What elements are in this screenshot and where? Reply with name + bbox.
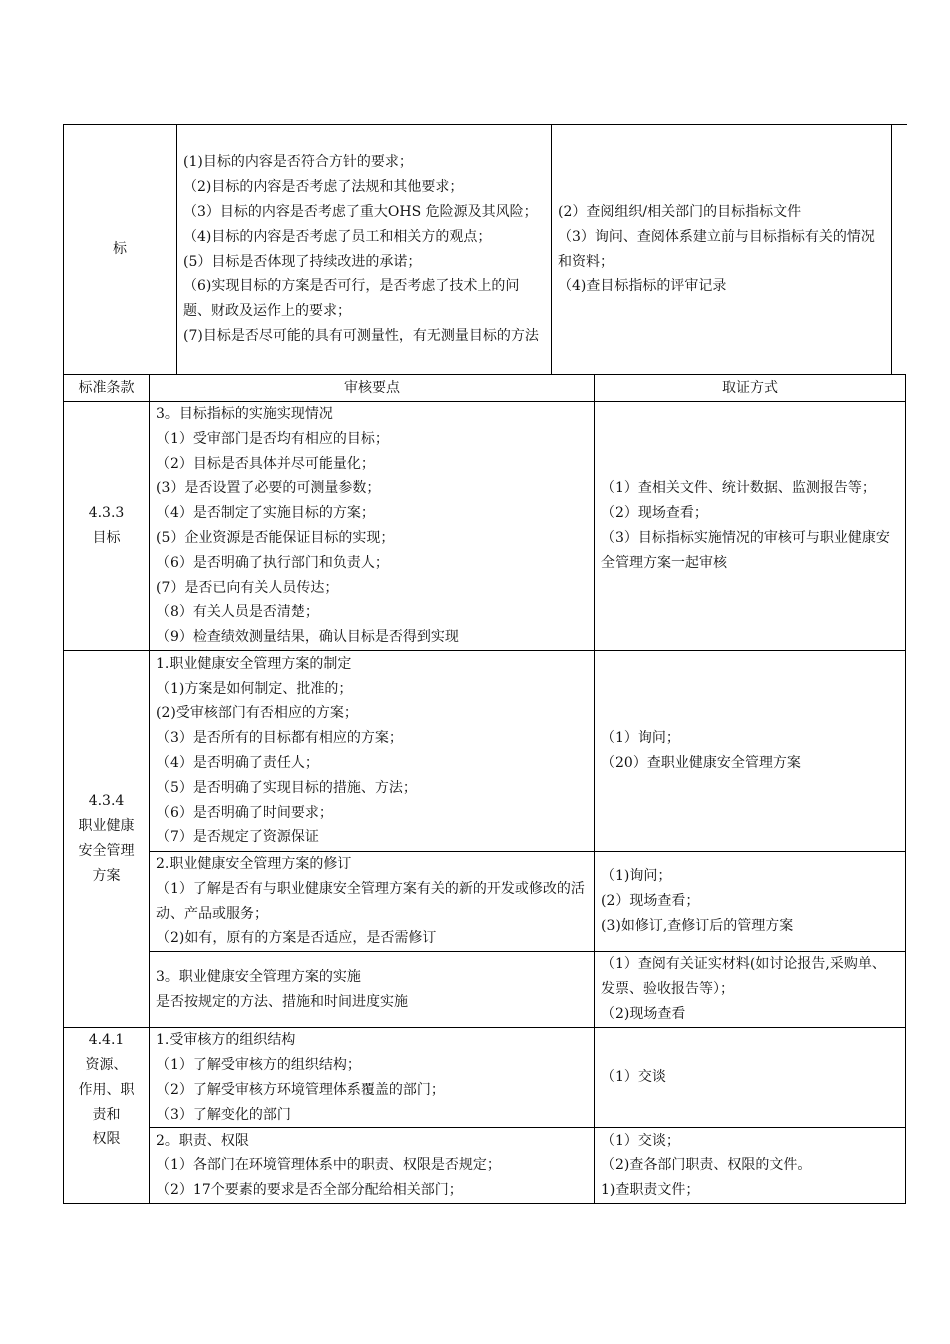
point-line: （8）有关人员是否清楚； [156,604,319,621]
point-line: （1）了解是否有与职业健康安全管理方案有关的新的开发或修改的活动、产品或服务； [156,880,585,922]
audit-points-cell [150,851,595,951]
evidence-line: （1）查阅有关证实材料(如讨论报告,采购单、发票、验收报告等）； [601,956,886,998]
point-line: （6）是否明确了时间要求； [156,804,333,821]
clause-title: 权限 [92,1131,121,1148]
table-row [64,1028,906,1128]
audit-points-cell [150,650,595,851]
evidence-line: （4)查目标指标的评审记录 [558,278,727,295]
point-line: （2）17个要素的要求是否全部分配给相关部门； [156,1182,463,1199]
point-line: （2）目标是否具体并尽可能量化； [156,455,375,472]
top-continuation-table [63,124,892,375]
evidence-cell [595,1028,906,1128]
point-line: （3）了解变化的部门 [156,1106,291,1123]
point-line: （3）是否所有的目标都有相应的方案； [156,730,403,747]
audit-points-cell [150,1128,595,1204]
audit-table [63,374,906,1204]
audit-points-cell [150,402,595,651]
evidence-cell [595,952,906,1028]
clause-title: 责和 [92,1106,121,1123]
evidence-line: （1）查相关文件、统计数据、监测报告等； [601,480,876,497]
point-line: (5）企业资源是否能保证目标的实现； [156,529,395,546]
point-line: 1.职业健康安全管理方案的制定 [156,655,352,672]
point-line: (7)目标是否尽可能的具有可测量性，有无测量目标的方法 [183,327,539,344]
point-line: （9）检查绩效测量结果，确认目标是否得到实现 [156,629,459,646]
clause-title: 资源、 [85,1056,128,1073]
header-evidence: 取证方式 [595,375,906,402]
clause-title: 作用、职 [78,1081,135,1098]
clause-title: 目标 [92,529,121,546]
point-line: （2）了解受审核方环境管理体系覆盖的部门； [156,1081,445,1098]
point-line: (3）是否设置了必要的可测量参数； [156,480,381,497]
point-line: （7）是否规定了资源保证 [156,829,319,846]
evidence-line: （3）询问、查阅体系建立前与目标指标有关的情况和资料； [558,228,875,270]
clause-title: 职业健康 [78,818,135,835]
point-line: （1)方案是如何制定、批准的； [156,680,353,697]
evidence-cell [595,1128,906,1204]
table-row [64,402,906,651]
evidence-line: （2)查各部门职责、权限的文件。 [601,1157,812,1174]
point-line: （2)目标的内容是否考虑了法规和其他要求； [183,179,464,196]
point-line: 2.职业健康安全管理方案的修订 [156,855,352,872]
evidence-cell [595,851,906,951]
point-line: （4）是否制定了实施目标的方案； [156,505,375,522]
header-clause: 标准条款 [64,375,150,402]
point-line: （6)实现目标的方案是否可行，是否考虑了技术上的问题、财政及运作上的要求； [183,278,520,320]
point-line: （1）了解受审核方的组织结构； [156,1056,361,1073]
point-line: （4）是否明确了责任人； [156,754,319,771]
table-row [64,650,906,851]
header-points: 审核要点 [150,375,595,402]
evidence-line: （20）查职业健康安全管理方案 [601,754,801,771]
point-line: 3。职业健康安全管理方案的实施 [156,968,361,985]
clause-title: 安全管理 [78,843,135,860]
audit-points-cell [150,952,595,1028]
point-line: (1)目标的内容是否符合方针的要求； [183,154,413,171]
evidence-line: 1)查职责文件； [601,1182,700,1199]
evidence-cell [595,650,906,851]
evidence-line: （2）现场查看； [601,505,708,522]
point-line: （4)目标的内容是否考虑了员工和相关方的观点； [183,228,492,245]
table-row [64,125,892,375]
clause-title: 方案 [92,867,121,884]
point-line: (2)受审核部门有否相应的方案； [156,705,358,722]
evidence-cell [552,125,892,375]
evidence-line: （1)询问； [601,868,672,885]
evidence-line: （2)现场查看 [601,1006,686,1023]
point-line: 3。目标指标的实施实现情况 [156,406,333,422]
point-line: 1.受审核方的组织结构 [156,1032,296,1049]
point-line: 2。职责、权限 [156,1132,249,1149]
point-line: （1）各部门在环境管理体系中的职责、权限是否规定； [156,1157,501,1174]
table-row [64,952,906,1028]
table-header-row [64,375,906,402]
point-line: （3）目标的内容是否考虑了重大OHS 危险源及其风险； [183,203,538,220]
point-line: （5）是否明确了实现目标的措施、方法； [156,779,417,796]
point-line: （1）受审部门是否均有相应的目标； [156,430,389,447]
clause-cell [64,1028,150,1204]
clause-cell [64,402,150,651]
evidence-line: (2）现场查看； [601,893,700,910]
evidence-cell [595,402,906,651]
table-edge-line [891,124,907,125]
clause-number: 4.3.4 [88,793,125,810]
evidence-line: （1）交谈 [601,1069,666,1086]
evidence-line: （1）询问； [601,730,680,747]
point-line: 是否按规定的方法、措施和时间进度实施 [156,993,408,1010]
point-line: (5）目标是否体现了持续改进的承诺； [183,253,422,270]
point-line: （6）是否明确了执行部门和负责人； [156,554,389,571]
evidence-line: （1）交谈； [601,1132,680,1149]
audit-points-cell [150,1028,595,1128]
audit-points-cell [177,125,552,375]
clause-number: 4.3.3 [88,505,125,522]
point-line: （2)如有，原有的方案是否适应，是否需修订 [156,930,437,947]
clause-number: 4.4.1 [88,1032,125,1049]
evidence-line: （3）目标指标实施情况的审核可与职业健康安全管理方案一起审核 [601,529,890,571]
clause-cell [64,650,150,1027]
point-line: (7）是否已向有关人员传达； [156,579,339,596]
table-row [64,851,906,951]
evidence-line: (2）查阅组织/相关部门的目标指标文件 [558,203,802,220]
table-row [64,1128,906,1204]
clause-cell: 标 [64,125,177,375]
evidence-line: (3)如修订,查修订后的管理方案 [601,917,794,934]
